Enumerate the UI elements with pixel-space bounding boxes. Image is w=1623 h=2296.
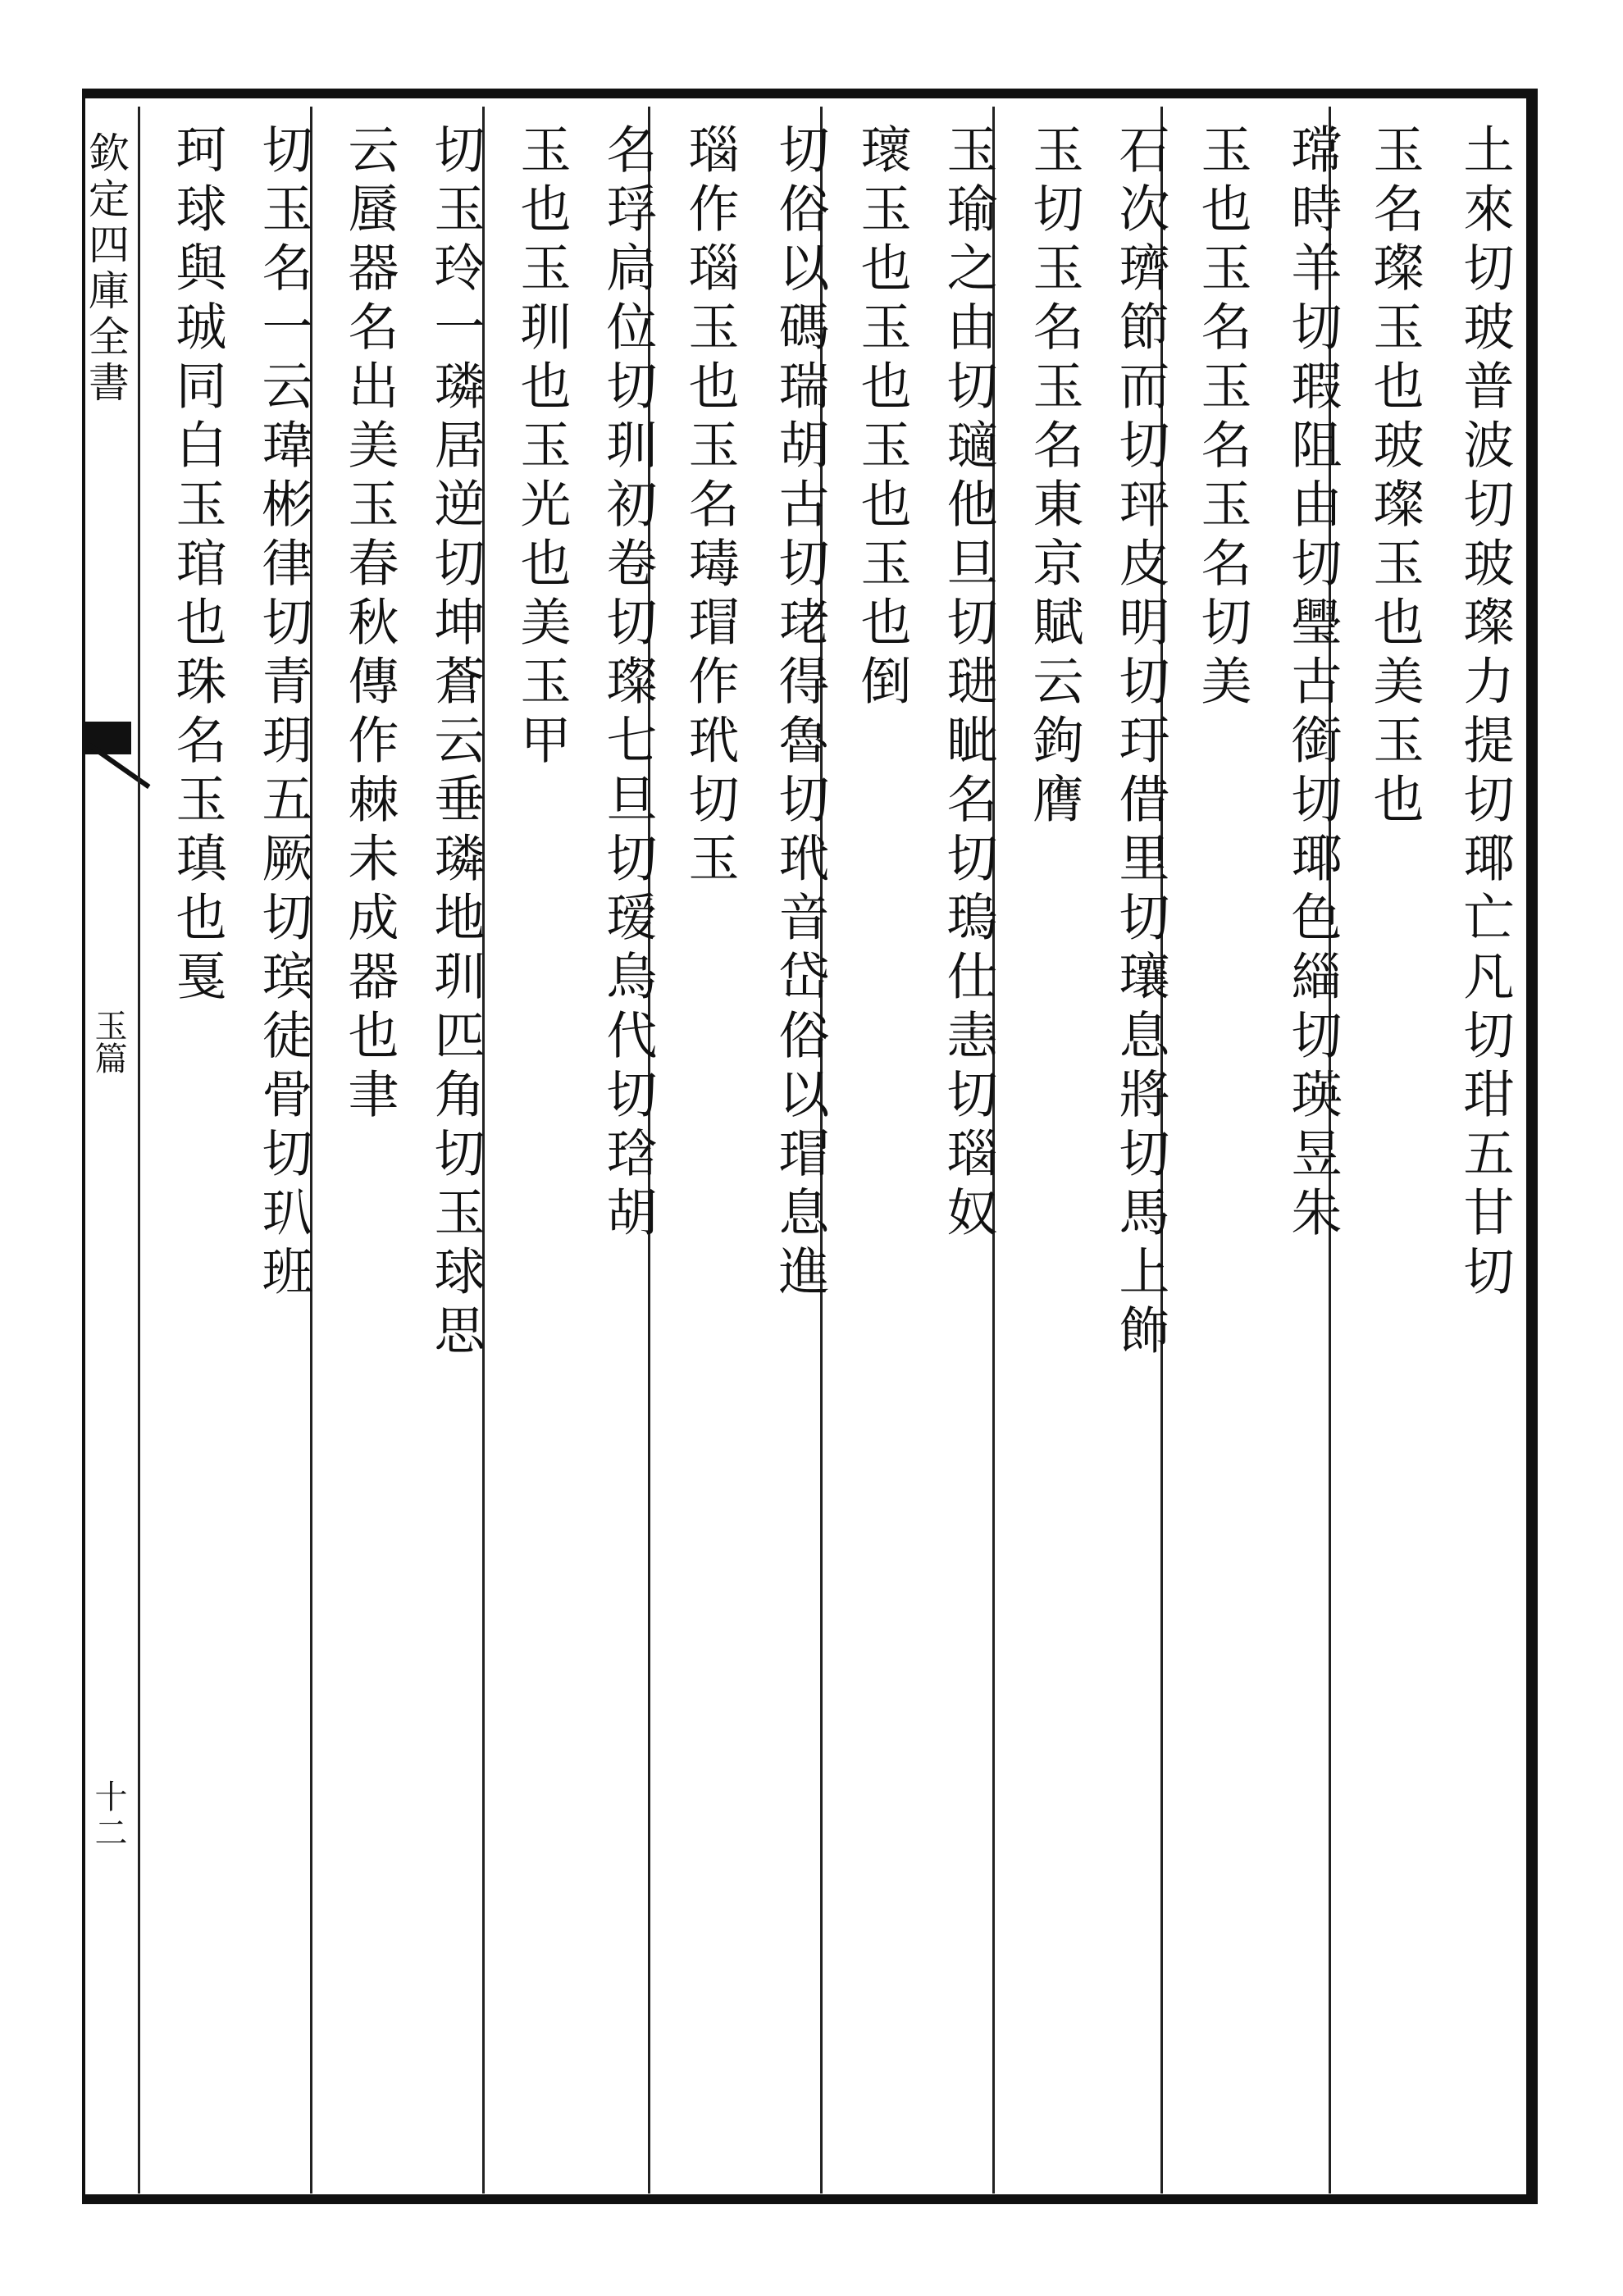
fold-fishtail-mark (82, 722, 131, 754)
page-number: 十二 (89, 1779, 127, 1852)
text-column: 石次璾節而切玶皮明切玗借里切瓖息將切馬上飾 (1110, 123, 1170, 1363)
text-column: 瑙作瑙玉也玉名瑇瑁作玳切玉 (680, 123, 740, 891)
text-column: 玉也玉玔也玉光也美玉甲 (512, 123, 572, 772)
text-column: 瓌玉也玉也玉也玉也倒 (852, 123, 912, 713)
book-title: 欽定四庫全書 (82, 131, 130, 407)
text-column: 切玉名一云瑋彬律切青玥五厥切瑸徒骨切玐班 (253, 123, 313, 1304)
text-column: 瑺時羊切瑕阻由切璺古銜切瑘色緇切瑛昱朱 (1283, 123, 1343, 1245)
text-column: 玉切玉名玉名東京賦云鉤膺 (1024, 123, 1084, 831)
text-column: 玉名璨玉也玻璨玉也美玉也 (1365, 123, 1425, 831)
text-column: 土來切玻普波切玻璨力提切瑘亡凡切玵五甘切 (1455, 123, 1515, 1304)
column-rule (138, 107, 140, 2194)
text-column: 切俗以碼瑞胡古切珯得魯切玳音岱俗以瑁息進 (770, 123, 830, 1304)
text-column: 玉瑜之由切瓋他旦切琎眦名切瑦仕恚切瑙奴 (938, 123, 998, 1245)
text-column: 珂球與珹同白玉琯也珠名玉瑱也戛 (167, 123, 227, 1009)
section-name: 玉篇 (89, 1009, 127, 1074)
text-column: 切玉玲一璘居逆切坤蒼云垂璘地玔匹角切玉球思 (426, 123, 486, 1363)
text-column: 云蜃器名出美玉春秋傳作棘未成器也聿 (340, 123, 399, 1127)
text-column: 玉也玉名玉名玉名切美 (1192, 123, 1252, 713)
text-column: 名琈扃位切玔初卷切璨七旦切瑷烏代切琀胡 (598, 123, 658, 1245)
